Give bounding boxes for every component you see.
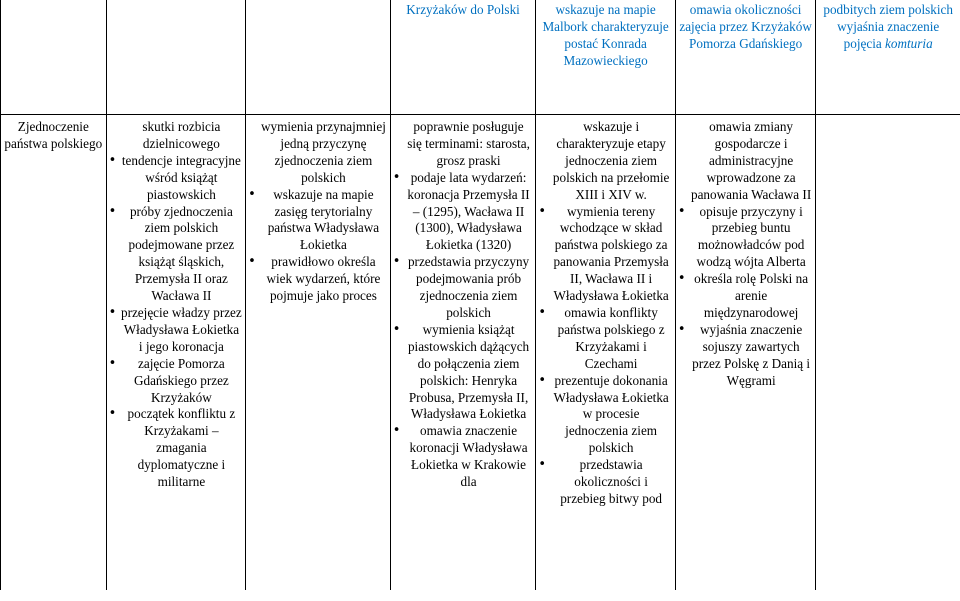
list-item: • zajęcie Pomorza Gdańskiego przez Krzyżaków: [121, 356, 242, 407]
list-item: • próby zjednoczenia ziem polskich podejmowane przez książąt śląskich, Przemysła II oraz Wacława II: [121, 204, 242, 305]
cell-top-6: [816, 0, 960, 115]
cell-top-3: [390, 0, 536, 115]
table-row-top: [1, 0, 960, 115]
list-item: • wyjaśnia znaczenie sojuszy zawartych przez Polskę z Danią i Węgrami: [690, 322, 813, 390]
content-cell: [106, 115, 245, 591]
list-item: • wymienia tereny wchodzące w skład państwa polskiego za panowania Przemysła II, Wacława II i Władysława Łokietka: [550, 204, 671, 305]
list-item: • wymienia książąt piastowskich dążących do połączenia ziem polskich: Henryka Probusa, Przemysła II, Władysława Łokietka: [405, 322, 533, 423]
content-cell: [675, 115, 816, 591]
list-item: • przedstawia okoliczności i przebieg bitwy pod: [550, 457, 671, 508]
list-item: • prawidłowo określa wiek wydarzeń, które pojmuje jako proces: [260, 254, 387, 305]
list-item: • określa rolę Polski na arenie międzynarodowej: [690, 271, 813, 322]
list-item: • omawia znaczenie koronacji Władysława Łokietka w Krakowie dla: [405, 423, 533, 491]
cell-top-1: [106, 0, 245, 115]
cell-top-0: [1, 0, 107, 115]
cell-text: omawia okoliczności zajęcia przez Krzyżaków Pomorza Gdańskiego: [679, 2, 812, 51]
cell-top-2: [246, 0, 391, 115]
table-row-main: [1, 115, 960, 591]
list-item: • opisuje przyczyny i przebieg buntu możnowładców pod wodzą wójta Alberta: [690, 204, 813, 272]
list-item: • przejęcie władzy przez Władysława Łokietka i jego koronacja: [121, 305, 242, 356]
cell-text: podbitych ziem polskich: [823, 2, 953, 17]
cell-text: Krzyżaków do Polski: [406, 2, 520, 17]
cell-text: wyjaśnia znaczenie pojęcia: [837, 18, 940, 51]
list-item: poprawnie posługuje się terminami: starosta, grosz praski: [407, 119, 530, 168]
list-item: wskazuje i charakteryzuje etapy jednoczenia ziem polskich na przełomie XIII i XIV w.: [552, 119, 670, 202]
cell-top-5: [675, 0, 816, 115]
content-cell: [390, 115, 536, 591]
list-item: • prezentuje dokonania Władysława Łokietka w procesie jednoczenia ziem polskich: [550, 373, 671, 458]
list-item: • przedstawia przyczyny podejmowania prób zjednoczenia ziem polskich: [405, 254, 533, 322]
list-item: • podaje lata wydarzeń: koronacja Przemysła II – (1295), Wacława II (1300), Władysława Łokietka (1320): [405, 170, 533, 255]
cell-text: wskazuje na mapie Malbork charakteryzuje postać Konrada Mazowieckiego: [542, 2, 669, 68]
list-item: • omawia konflikty państwa polskiego z Krzyżakami i Czechami: [550, 305, 671, 373]
list-item: • tendencje integracyjne wśród książąt piastowskich: [121, 153, 242, 204]
content-cell: [246, 115, 391, 591]
list-item: skutki rozbicia dzielnicowego: [142, 119, 221, 151]
topic-text: Zjednoczenie państwa polskiego: [4, 119, 103, 151]
topic-cell: [1, 115, 107, 591]
list-item: • wskazuje na mapie zasięg terytorialny państwa Władysława Łokietka: [260, 187, 387, 255]
list-item: wymienia przynajmniej jedną przyczynę zjednoczenia ziem polskich: [260, 119, 386, 185]
content-cell: [536, 115, 675, 591]
cell-top-4: [536, 0, 675, 115]
list-item: omawia zmiany gospodarcze i administracyjne wprowadzone za panowania Wacława II: [690, 119, 812, 202]
italic-term: komturia: [885, 35, 933, 51]
list-item: • początek konfliktu z Krzyżakami – zmagania dyplomatyczne i militarne: [121, 406, 242, 491]
